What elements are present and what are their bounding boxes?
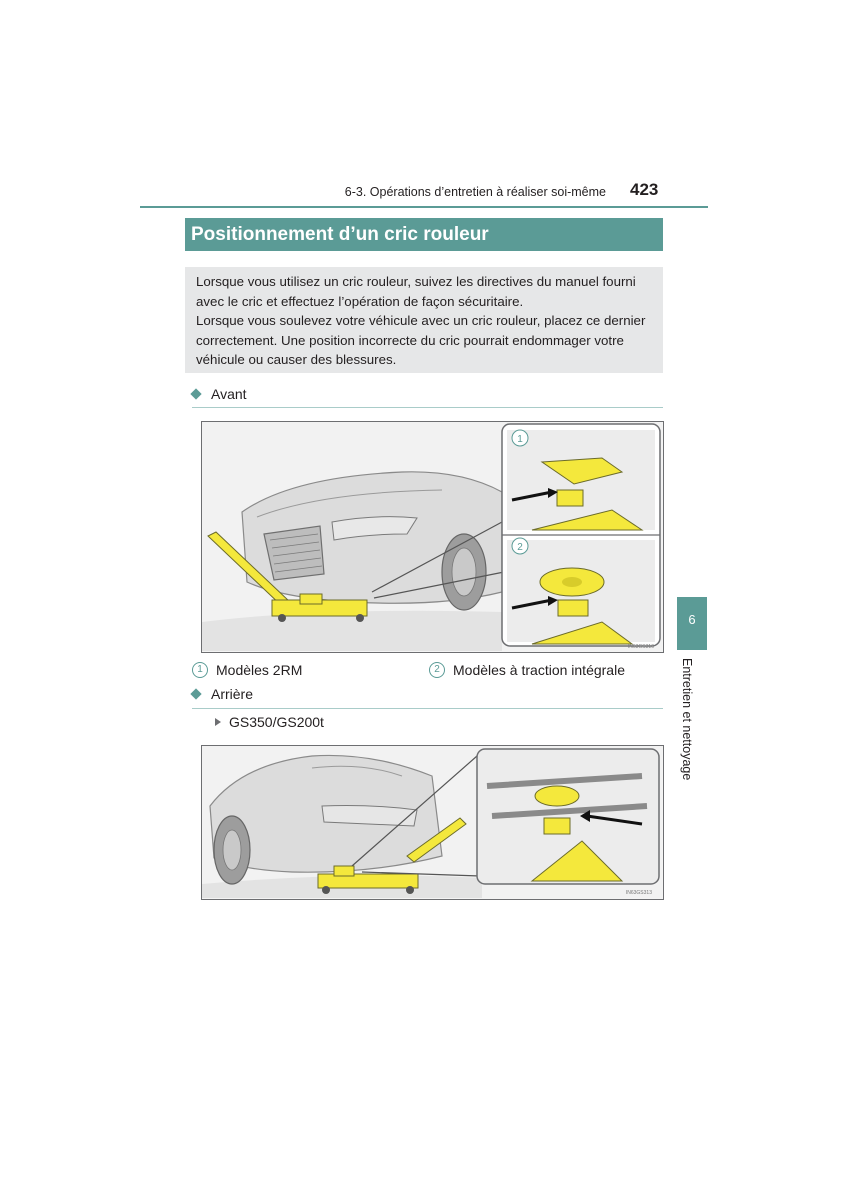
circled-number-icon: 2 <box>429 662 445 678</box>
page-number: 423 <box>630 180 659 199</box>
diamond-bullet-icon <box>190 688 201 699</box>
circled-number-icon: 1 <box>192 662 208 678</box>
intro-box <box>185 267 663 373</box>
front-callout-1: 1 <box>517 434 523 445</box>
front-figure-code: IN63GS310 <box>627 644 654 650</box>
front-jack-illustration <box>202 422 662 651</box>
rear-subheading-label: GS350/GS200t <box>229 714 324 730</box>
section-title-bar <box>185 218 663 251</box>
rear-heading-label: Arrière <box>211 686 254 702</box>
rear-jack-illustration <box>202 746 662 898</box>
chapter-tab: 6 <box>677 597 707 650</box>
intro-paragraph-1: Lorsque vous utilisez un cric rouleur, suivez les directives du manuel fourni avec le cric et effectuez l’opération de façon sécuritaire. <box>196 274 636 309</box>
running-header: 6-3. Opérations d’entretien à réaliser soi-même <box>344 185 606 199</box>
legend-item-1 <box>192 662 302 678</box>
rear-jack-figure <box>201 745 664 900</box>
front-heading-label: Avant <box>211 386 247 402</box>
front-heading <box>192 386 247 402</box>
rear-subheading <box>215 714 324 730</box>
intro-paragraph-2: Lorsque vous soulevez votre véhicule avec un cric rouleur, placez ce dernier correctement. Une position incorrecte du cric pourrait endommager votre véhicule ou causer des blessures. <box>196 313 646 367</box>
front-callout-2: 2 <box>517 542 523 553</box>
legend-item-2 <box>429 662 625 678</box>
rear-heading <box>192 686 253 702</box>
legend-item-2-label: Modèles à traction intégrale <box>453 662 625 678</box>
chapter-label-text: Entretien et nettoyage <box>680 658 694 781</box>
diamond-bullet-icon <box>190 388 201 399</box>
rear-heading-rule <box>192 708 663 709</box>
front-heading-rule <box>192 407 663 408</box>
triangle-bullet-icon <box>215 718 221 726</box>
legend-item-1-label: Modèles 2RM <box>216 662 303 678</box>
rear-figure-code: IN63GS313 <box>625 890 652 896</box>
front-jack-figure <box>201 421 664 653</box>
header-rule <box>140 206 708 208</box>
section-title: Positionnement d’un cric rouleur <box>191 224 489 245</box>
chapter-label <box>680 658 700 788</box>
